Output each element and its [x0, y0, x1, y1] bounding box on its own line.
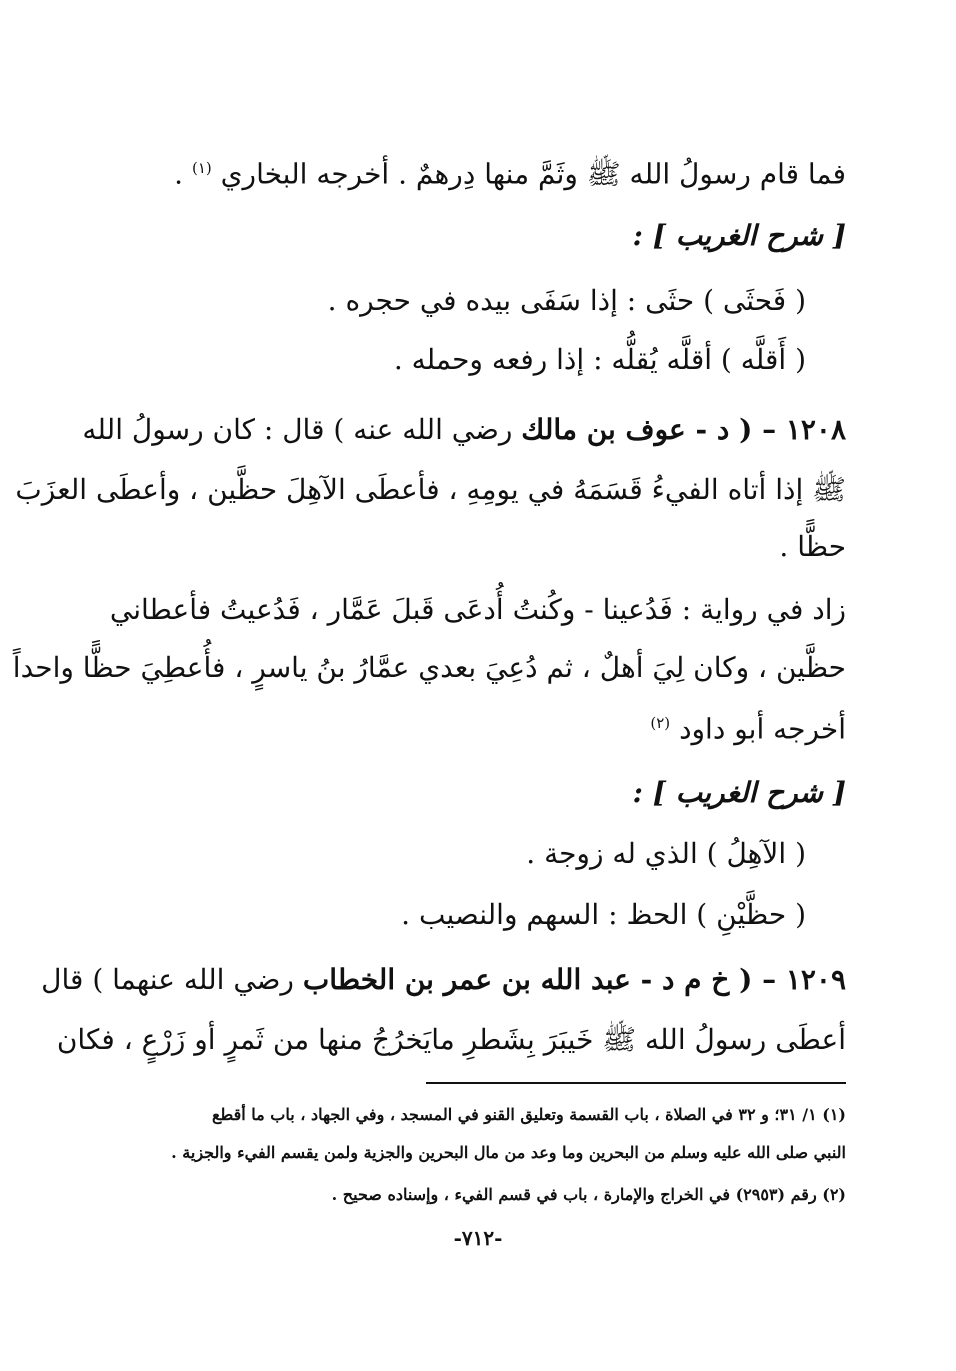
glossary-heading-2: [ شرح الغريب ] : [632, 776, 846, 809]
line-1-end: . [174, 157, 184, 191]
footnote-divider [426, 1082, 846, 1084]
hadith-1208-source [110, 703, 846, 749]
line-1 [110, 148, 846, 194]
footnote-1-line-1: (١) ١/ ٣١؛ و ٣٢ في الصلاة ، باب القسمة وتعليق القنو في المسجد ، وفي الجهاد ، باب ما أقطع [211, 1105, 846, 1124]
footnote-2: (٢) رقم (٢٩٥٣) في الخراج والإمارة ، باب في قسم الفيء ، وإسناده صحيح . [331, 1185, 846, 1204]
page-number: -٧١٢- [453, 1226, 503, 1250]
hadith-1208-header [82, 410, 846, 450]
hadith-1209-number: ١٢٠٩ – ( خ م د - عبد الله بن عمر بن الخطاب [302, 963, 846, 996]
gloss-hatha: ( فَحثَى ) حثَى : إذا سَفَى بيده في حجره . [327, 284, 806, 317]
hadith-1209-header [41, 960, 846, 1000]
hadith-1209-line-2: أعطَى رسولُ الله ﷺ خَيبَرَ بِشَطرِ مايَخرُجُ منها من ثَمرٍ أو زَرْعٍ ، فكان [56, 1023, 846, 1056]
hadith-1208-line-2: ﷺ إذا أتاه الفيءُ قَسَمَهُ في يومِهِ ، فأعطَى الآهِلَ حظَّين ، وأعطَى العزَبَ [15, 473, 846, 506]
source-text: أخرجه أبو داود [679, 712, 846, 746]
hadith-1208-riwaya-line-1: زاد في رواية : فَدُعينا - وكُنتُ أُدعَى قَبلَ عَمَّار ، فَدُعيتُ فأعطاني [109, 593, 846, 626]
glossary-heading-1: [ شرح الغريب ] : [632, 219, 846, 252]
hadith-1209-intro: رضي الله عنهما ) قال [41, 963, 303, 996]
footnote-ref-2: (٢) [650, 714, 671, 732]
footnote-ref-1: (١) [191, 159, 212, 177]
hadith-1208-riwaya-line-2: حظَّين ، وكان لِيَ أهلٌ ، ثم دُعِيَ بعدي عمَّارُ بنُ ياسرٍ ، فأُعطِيَ حظًّا واحداً [12, 651, 846, 684]
footnote-1-line-2: النبي صلى الله عليه وسلم من البحرين وما وعد من مال البحرين والجزية ولمن يقسم الفيء والجزية . [171, 1143, 846, 1162]
hadith-1208-intro: رضي الله عنه ) قال : كان رسولُ الله [82, 413, 522, 446]
gloss-aqallahu: ( أَقلَّه ) أقلَّه يُقلُّه : إذا رفعه وحمله . [393, 343, 806, 376]
hadith-1208-number: ١٢٠٨ – ( د - عوف بن مالك [521, 413, 846, 446]
hadith-1208-line-3: حظًّا . [779, 530, 846, 563]
gloss-ahil: ( الآهِلُ ) الذي له زوجة . [526, 837, 806, 870]
line-1-text: فما قام رسولُ الله ﷺ وثَمَّ منها دِرهمٌ . أخرجه البخاري [220, 157, 846, 191]
gloss-hazzayn: ( حظَّيْنِ ) الحظ : السهم والنصيب . [401, 898, 806, 931]
